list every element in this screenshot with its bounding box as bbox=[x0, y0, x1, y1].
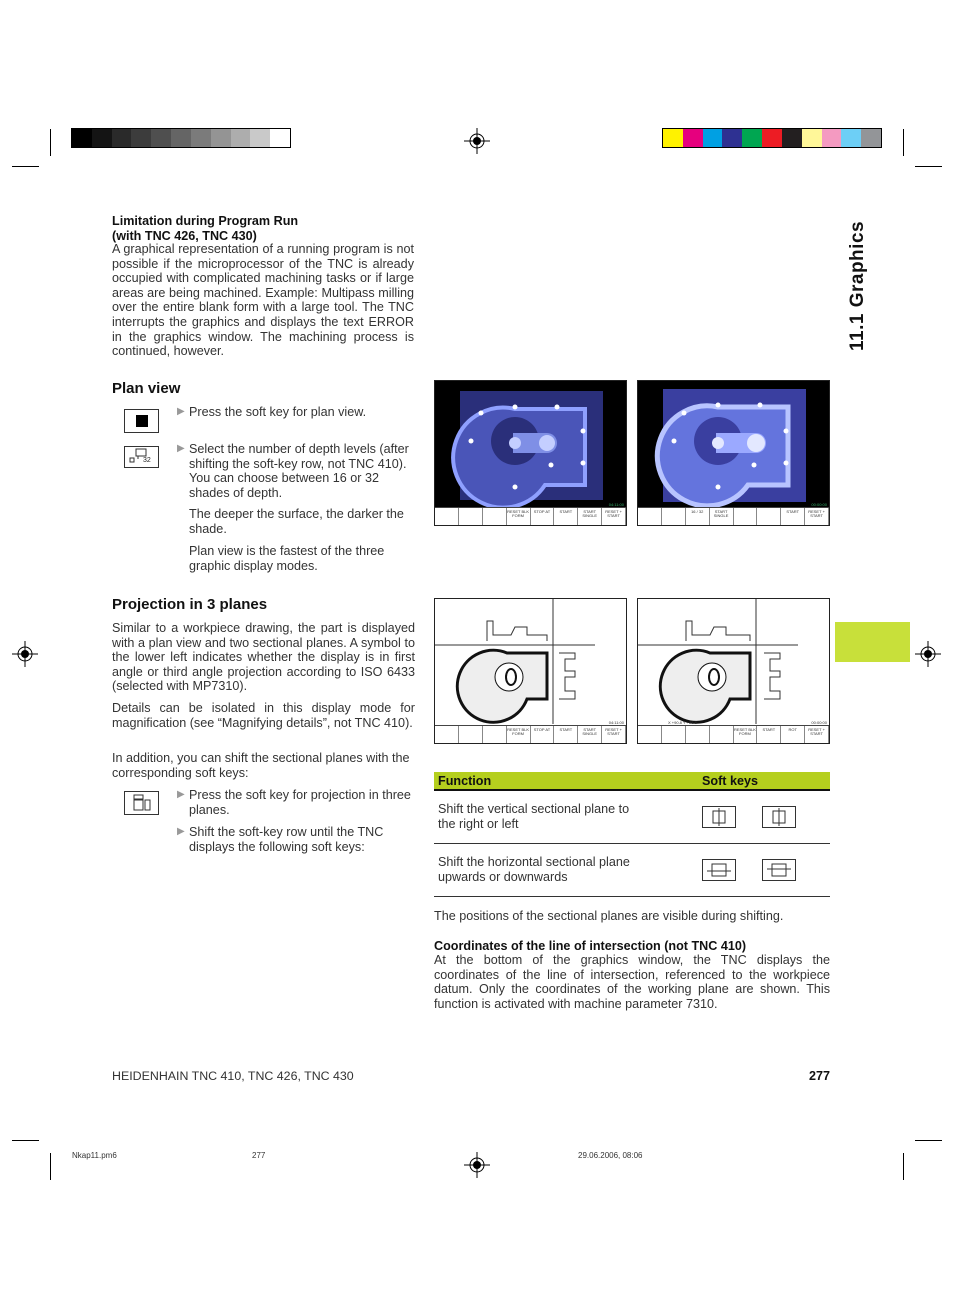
gray-swatch bbox=[250, 129, 270, 147]
screen-coord-readout: X +90.8 Y +88.8 bbox=[668, 720, 697, 725]
gray-swatch bbox=[211, 129, 231, 147]
gray-swatch bbox=[270, 129, 290, 147]
screen-softkey: ROT bbox=[781, 726, 805, 743]
screen-softkey: START bbox=[554, 726, 578, 743]
screen-softkey: START SINGLE bbox=[578, 508, 602, 525]
gray-swatch bbox=[171, 129, 191, 147]
slug-date: 29.06.2006, 08:06 bbox=[578, 1151, 643, 1160]
plan-view-icon bbox=[136, 415, 148, 427]
screen-softkey: START bbox=[781, 508, 805, 525]
screen-softkey bbox=[710, 726, 734, 743]
screen-softkey: RESET + START bbox=[805, 726, 829, 743]
screen-softkey: RESET BLK FORM bbox=[734, 726, 758, 743]
shift-vertical-right-softkey[interactable] bbox=[762, 806, 796, 828]
function-softkey-table bbox=[434, 772, 830, 897]
projection-step1: ▶ Press the soft key for projection in three planes. bbox=[177, 788, 411, 817]
screen-softkey bbox=[662, 726, 686, 743]
screen-softkey bbox=[686, 726, 710, 743]
screen-softkey bbox=[483, 508, 507, 525]
screen-softkey: RESET BLK FORM bbox=[507, 726, 531, 743]
footer-manual-title: HEIDENHAIN TNC 410, TNC 426, TNC 430 bbox=[112, 1069, 354, 1083]
registration-mark-bottom bbox=[464, 1152, 490, 1178]
projection-paragraph-2: Details can be isolated in this display mode for magnification (see “Magnifying details”, not TNC 410). bbox=[112, 701, 415, 730]
coordinates-body: At the bottom of the graphics window, the TNC displays the coordinates of the line of intersection, referenced to the workpiece datum. Only the coordinates of the working plane are shown. This function is activated with machine parameter 7310. bbox=[434, 953, 830, 1011]
registration-mark-left bbox=[12, 641, 38, 667]
gray-swatch bbox=[151, 129, 171, 147]
plan-view-screen-b bbox=[637, 380, 830, 526]
registration-mark-right bbox=[915, 641, 941, 667]
shift-vertical-left-softkey[interactable] bbox=[702, 806, 736, 828]
function-vertical-shift: Shift the vertical sectional plane to the right or left bbox=[434, 790, 698, 844]
screen-softkey bbox=[483, 726, 507, 743]
plan-view-heading: Plan view bbox=[112, 380, 181, 397]
table-row bbox=[434, 790, 830, 844]
depth-levels-softkey[interactable]: 32 bbox=[124, 446, 159, 468]
color-swatch bbox=[802, 129, 822, 147]
color-swatch bbox=[762, 129, 782, 147]
projection-screen-b bbox=[637, 598, 830, 744]
table-header-function: Function bbox=[434, 772, 698, 790]
screen-softkey: RESET + START bbox=[602, 508, 626, 525]
color-swatch bbox=[722, 129, 742, 147]
projection-paragraph-1: Similar to a workpiece drawing, the part is displayed with a plan view and two sectional planes. A symbol to the lower left indicates whether the display is in first angle or third angle projection according to ISO 6433 (selected with MP7310). bbox=[112, 621, 415, 694]
softkey-row-plan-b bbox=[638, 507, 829, 525]
table-header-softkeys: Soft keys bbox=[698, 772, 830, 790]
gray-swatch bbox=[131, 129, 151, 147]
screen-softkey: STOP AT bbox=[531, 508, 555, 525]
depth-levels-icon bbox=[125, 447, 158, 467]
plan-view-note2: Plan view is the fastest of the three graphic display modes. bbox=[189, 544, 385, 573]
positions-note: The positions of the sectional planes are visible during shifting. bbox=[434, 909, 784, 923]
color-swatch bbox=[841, 129, 861, 147]
projection-paragraph-3: In addition, you can shift the sectional planes with the corresponding soft keys: bbox=[112, 751, 410, 780]
screen-softkey: RESET + START bbox=[805, 508, 829, 525]
plan-view-step1: ▶ Press the soft key for plan view. bbox=[177, 405, 367, 419]
screen-time-b: 00:00:00 bbox=[811, 502, 827, 507]
plan-view-screen-a bbox=[434, 380, 627, 526]
screen-softkey bbox=[734, 508, 758, 525]
gray-swatch bbox=[72, 129, 92, 147]
plan-view-step2: ▶ Select the number of depth levels (after shifting the soft-key row, not TNC 410). You can choose between 16 or 32 shades of depth. bbox=[177, 442, 409, 500]
screen-softkey bbox=[662, 508, 686, 525]
shift-horizontal-down-softkey[interactable] bbox=[762, 859, 796, 881]
screen-softkey bbox=[757, 508, 781, 525]
projection-heading: Projection in 3 planes bbox=[112, 596, 268, 613]
projection-screen-a bbox=[434, 598, 627, 744]
screen-softkey: START bbox=[554, 508, 578, 525]
gray-swatch bbox=[191, 129, 211, 147]
page-number: 277 bbox=[808, 1069, 830, 1083]
gray-swatch bbox=[112, 129, 132, 147]
screen-time-a: 04:11:00 bbox=[608, 502, 624, 507]
plan-view-note1: The deeper the surface, the darker the shade. bbox=[189, 507, 404, 536]
softkey-row-proj-b bbox=[638, 725, 829, 743]
softkey-row-proj-a bbox=[435, 725, 626, 743]
screen-time-c: 04:11:00 bbox=[608, 720, 624, 725]
screen-softkey: START bbox=[757, 726, 781, 743]
softkey-row-plan-a bbox=[435, 507, 626, 525]
function-horizontal-shift: Shift the horizontal sectional plane upwards or downwards bbox=[434, 844, 698, 897]
coordinates-heading: Coordinates of the line of intersection (not TNC 410) bbox=[434, 939, 747, 953]
color-swatch bbox=[703, 129, 723, 147]
color-swatch bbox=[663, 129, 683, 147]
limitation-body: A graphical representation of a running program is not possible if the microprocessor of the TNC is already occupied with complicated machining tasks or if large areas are being machined. Example: Multipass milling over the entire blank form with a large tool. The TNC interrupts the graphics and displays the text ERROR in the graphics window. The machining process is continued, however. bbox=[112, 242, 414, 359]
projection-softkey[interactable] bbox=[124, 791, 159, 815]
screen-softkey bbox=[459, 508, 483, 525]
screen-softkey: 16 / 32 bbox=[686, 508, 710, 525]
color-swatch bbox=[861, 129, 881, 147]
screen-softkey bbox=[459, 726, 483, 743]
screen-softkey bbox=[638, 726, 662, 743]
slug-page: 277 bbox=[252, 1151, 266, 1160]
screen-softkey: RESET BLK FORM bbox=[507, 508, 531, 525]
projection-step2: ▶ Shift the soft-key row until the TNC displays the following soft keys: bbox=[177, 825, 384, 854]
gray-swatch bbox=[92, 129, 112, 147]
screen-softkey bbox=[435, 508, 459, 525]
registration-mark-top bbox=[464, 128, 490, 154]
color-swatch bbox=[782, 129, 802, 147]
gray-color-bar bbox=[71, 128, 291, 148]
shift-horizontal-up-softkey[interactable] bbox=[702, 859, 736, 881]
screen-softkey: STOP AT bbox=[531, 726, 555, 743]
color-swatch bbox=[683, 129, 703, 147]
color-swatch bbox=[822, 129, 842, 147]
chapter-thumb-tab bbox=[835, 622, 910, 662]
table-row bbox=[434, 844, 830, 897]
slug-file: Nkap11.pm6 bbox=[72, 1151, 117, 1160]
color-swatch bbox=[742, 129, 762, 147]
screen-softkey bbox=[435, 726, 459, 743]
screen-softkey: START SINGLE bbox=[710, 508, 734, 525]
screen-softkey: RESET + START bbox=[602, 726, 626, 743]
process-color-bar bbox=[662, 128, 882, 148]
screen-softkey bbox=[638, 508, 662, 525]
projection-icon bbox=[125, 792, 158, 814]
gray-swatch bbox=[231, 129, 251, 147]
screen-softkey: START SINGLE bbox=[578, 726, 602, 743]
chapter-side-title: 11.1 Graphics bbox=[847, 220, 868, 351]
screen-time-d: 00:00:00 bbox=[811, 720, 827, 725]
limitation-heading: Limitation during Program Run (with TNC 426, TNC 430) bbox=[112, 214, 299, 243]
plan-view-softkey[interactable] bbox=[124, 409, 159, 433]
